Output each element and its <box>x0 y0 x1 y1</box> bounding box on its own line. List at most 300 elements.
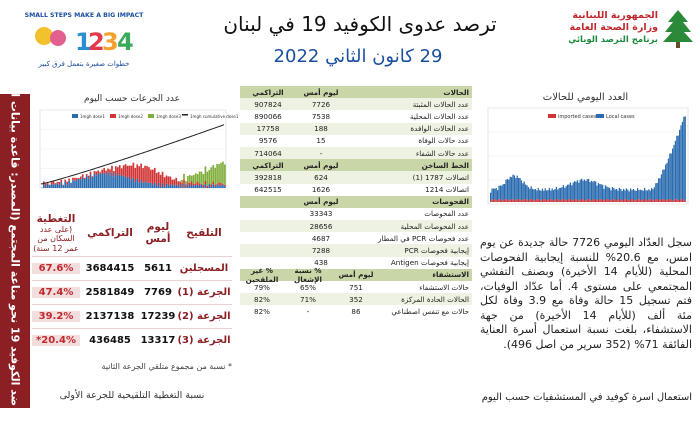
case-bar <box>678 200 679 202</box>
table-row <box>32 256 232 280</box>
case-bar <box>630 188 631 199</box>
dose-bar <box>193 184 195 186</box>
dose-bar <box>197 182 199 185</box>
case-bar <box>581 199 582 202</box>
case-bar <box>664 199 665 202</box>
dose-bar <box>59 182 61 185</box>
dose-bar <box>189 183 191 187</box>
row-cumulative: 17758 <box>240 124 296 133</box>
case-bar <box>519 199 520 202</box>
case-bar <box>522 200 523 202</box>
case-bar <box>629 201 630 202</box>
dose-bar <box>205 166 207 181</box>
hosp-header-yesterday: ليوم أمس <box>332 270 380 279</box>
dose-bar <box>181 187 183 188</box>
dose-bar <box>66 185 68 188</box>
case-bar <box>515 201 516 202</box>
case-bar <box>640 200 641 202</box>
side-banner <box>0 94 30 408</box>
dose-bar <box>218 182 220 185</box>
case-bar <box>494 189 495 200</box>
case-bar <box>679 130 680 201</box>
case-bar <box>496 188 497 200</box>
case-bar <box>613 199 614 202</box>
case-bar <box>655 183 656 199</box>
dose-bar <box>101 170 103 174</box>
case-bar <box>602 185 603 200</box>
case-bar <box>585 200 586 202</box>
case-bar <box>612 199 613 202</box>
case-bar <box>609 188 610 201</box>
case-bar <box>615 200 616 202</box>
dose-bar <box>201 184 203 188</box>
ministry-line3: برنامج الترصد الوبائي <box>568 35 658 45</box>
case-bar <box>612 187 613 199</box>
case-bar <box>683 117 684 200</box>
case-bar <box>543 191 544 199</box>
row-label: حالات الاستشفاء <box>380 283 472 292</box>
case-bar <box>498 199 499 202</box>
daily-cases-plot <box>478 106 693 224</box>
ministry-line1: الجمهورية اللبنانية <box>572 10 658 21</box>
dose-bar <box>152 170 154 185</box>
dose-bar <box>181 180 183 183</box>
dose-bar <box>131 166 133 180</box>
vax-row-label: الجرعة (2) <box>176 311 232 322</box>
dose-bar <box>105 174 107 188</box>
dose-bar <box>185 187 187 188</box>
dose-bar <box>109 175 111 188</box>
row-label: إيجابية فحوصات PCR <box>346 246 472 255</box>
case-bar <box>685 116 686 201</box>
case-bar <box>510 200 511 202</box>
row-cumulative: 642515 <box>240 185 296 194</box>
case-bar <box>627 190 628 200</box>
case-bar <box>657 199 658 202</box>
case-bar <box>564 200 565 202</box>
case-bar <box>503 184 504 201</box>
case-bar <box>683 200 684 202</box>
case-bar <box>602 200 603 202</box>
case-bar <box>647 201 648 202</box>
case-bar <box>580 180 581 200</box>
case-bar <box>573 183 574 201</box>
dose-bar <box>96 171 98 175</box>
vax-coverage-title: التغطية <box>32 213 80 225</box>
dose-bar <box>216 164 218 184</box>
dose-bar <box>187 182 189 184</box>
case-bar <box>512 199 513 202</box>
case-bar <box>490 201 491 202</box>
case-bar <box>588 199 589 202</box>
case-bar <box>511 199 512 202</box>
dose-bar <box>150 170 152 183</box>
vaccination-coverage-caption: نسبة التغطية التلقيحية للجرعة الأولى <box>32 390 232 401</box>
row-label: عدد الفحوصات <box>346 209 472 218</box>
case-bar <box>666 163 667 201</box>
row-unvaccinated: 79% <box>240 283 284 292</box>
dose-bar <box>154 183 156 188</box>
daily-cases-title: العدد اليومي للحالات <box>478 92 693 103</box>
vaccination-footnote: * نسبة من مجموع متلقي الجرعة الثانية <box>32 362 232 371</box>
case-bar <box>545 188 546 199</box>
row-yesterday: - <box>296 149 346 158</box>
dose-bar <box>86 174 88 176</box>
dose-bar <box>88 176 90 179</box>
case-bar <box>608 199 609 202</box>
dose-bar <box>160 175 162 187</box>
dose-bar <box>144 166 146 182</box>
case-bar <box>634 201 635 202</box>
table-row <box>240 123 472 135</box>
row-label: حالات مع تنفس اصطناعي <box>380 307 472 316</box>
case-bar <box>675 141 676 199</box>
daily-cases-chart <box>478 92 693 224</box>
row-cumulative: 392818 <box>240 173 296 182</box>
case-bar <box>659 178 660 201</box>
dose-bar <box>171 185 173 188</box>
dose-bar <box>187 176 189 182</box>
cases-header <box>240 86 472 98</box>
case-bar <box>605 185 606 199</box>
case-bar <box>577 180 578 200</box>
case-bar <box>580 200 581 202</box>
vax-row-label: المسجلين <box>176 263 232 274</box>
row-yesterday: 7538 <box>296 112 346 121</box>
case-bar <box>668 199 669 202</box>
dose-bar <box>136 164 138 178</box>
dose-bar <box>148 167 150 183</box>
dose-bar <box>146 183 148 188</box>
case-bar <box>654 187 655 200</box>
hotline-header-yesterday: ليوم أمس <box>296 161 346 170</box>
dose-bar <box>127 178 129 188</box>
case-bar <box>494 199 495 202</box>
vax-row-yesterday: 7769 <box>140 287 176 298</box>
dose-bar <box>88 179 90 188</box>
case-bar <box>549 199 550 202</box>
case-bar <box>522 183 523 200</box>
dose-bar <box>220 185 222 188</box>
dose-bar <box>84 179 86 188</box>
case-bar <box>636 200 637 202</box>
table-row <box>240 184 472 196</box>
dose-bar <box>64 181 66 188</box>
case-bar <box>652 189 653 200</box>
table-row <box>32 304 232 328</box>
dose-bar <box>208 184 210 188</box>
row-yesterday: 7288 <box>296 246 346 255</box>
dose-bar <box>214 168 216 185</box>
case-bar <box>539 190 540 200</box>
case-bar <box>598 200 599 202</box>
dose-bar <box>224 186 226 188</box>
case-bar <box>560 188 561 200</box>
case-bar <box>526 200 527 202</box>
dose-bar <box>212 165 214 181</box>
case-bar <box>563 185 564 199</box>
table-row <box>240 281 472 293</box>
case-bar <box>596 201 597 202</box>
case-bar <box>629 191 630 200</box>
vax-row-coverage: 39.2% <box>32 311 80 322</box>
case-bar <box>581 179 582 199</box>
dose-bar <box>162 172 164 184</box>
case-bar <box>497 190 498 200</box>
dose-bar <box>146 166 148 183</box>
dose-bar <box>158 183 160 188</box>
table-row <box>240 208 472 220</box>
case-bar <box>564 188 565 200</box>
vax-row-label: الجرعة (1) <box>176 287 232 298</box>
row-unvaccinated: 82% <box>240 307 284 316</box>
table-row <box>240 293 472 305</box>
row-cumulative: 890066 <box>240 112 296 121</box>
case-bar <box>525 185 526 200</box>
case-bar <box>526 185 527 200</box>
dose-bar <box>64 180 66 182</box>
table-row <box>32 328 232 352</box>
daily-doses-title: عدد الجرعات حسب اليوم <box>32 94 232 104</box>
dose-bar <box>107 169 109 173</box>
case-bar <box>497 200 498 202</box>
dose-bar <box>105 171 107 175</box>
dose-bar <box>197 174 199 182</box>
case-bar <box>588 179 589 199</box>
dose-bar <box>107 172 109 188</box>
dose-bar <box>210 167 212 184</box>
dose-bar <box>62 185 64 188</box>
cases-header-yesterday: ليوم أمس <box>296 88 346 97</box>
case-bar <box>609 201 610 202</box>
dose-bar <box>222 184 224 185</box>
case-bar <box>587 199 588 202</box>
case-bar <box>546 191 547 201</box>
case-bar <box>546 200 547 202</box>
case-bar <box>596 186 597 201</box>
dose-bar <box>185 181 187 184</box>
case-bar <box>603 189 604 201</box>
dose-bar <box>53 184 55 188</box>
vax-row-yesterday: 17239 <box>140 311 176 322</box>
dose-bar <box>74 178 76 181</box>
case-bar <box>650 191 651 200</box>
dose-bar <box>53 181 55 184</box>
case-bar <box>518 199 519 202</box>
case-bar <box>665 200 666 202</box>
svg-text:2: 2 <box>88 28 105 56</box>
case-bar <box>566 201 567 202</box>
dose-bar <box>193 186 195 188</box>
case-bar <box>676 199 677 202</box>
dose-bar <box>162 183 164 188</box>
case-bar <box>505 180 506 199</box>
case-bar <box>608 187 609 199</box>
case-bar <box>594 181 595 199</box>
legend-dose2: 1mgh dose2 <box>118 114 143 119</box>
dose-bar <box>222 162 224 184</box>
dose-bar <box>101 174 103 188</box>
row-unvaccinated: 82% <box>240 295 284 304</box>
dose-bar <box>140 164 142 181</box>
case-bar <box>540 201 541 202</box>
case-bar <box>529 189 530 200</box>
dose-bar <box>170 177 172 185</box>
dose-bar <box>177 181 179 186</box>
dose-bar <box>218 164 220 182</box>
vax-row-cumulative: 2137138 <box>80 311 140 322</box>
row-yesterday: 438 <box>296 258 346 267</box>
dose-bar <box>72 178 74 180</box>
dose-bar <box>49 185 51 186</box>
dose-bar <box>97 170 99 173</box>
dose-bar <box>210 187 212 188</box>
dose-bar <box>218 185 220 188</box>
case-bar <box>491 200 492 202</box>
case-bar <box>532 189 533 200</box>
cases-header-label: الحالات <box>346 88 472 97</box>
dose-bar <box>148 183 150 188</box>
svg-text:4: 4 <box>117 28 134 56</box>
case-bar <box>528 201 529 202</box>
case-bar <box>533 200 534 202</box>
daily-doses-legend <box>72 114 239 119</box>
case-bar <box>605 200 606 203</box>
case-bar <box>536 190 537 199</box>
case-bar <box>627 200 628 202</box>
dose-bar <box>127 166 129 178</box>
row-yesterday: 86 <box>332 307 380 316</box>
case-bar <box>571 185 572 200</box>
row-label: عدد فحوصات PCR في المطار <box>346 234 472 243</box>
case-bar <box>647 191 648 201</box>
dose-bar <box>189 186 191 188</box>
dose-bar <box>134 168 136 182</box>
row-label: عدد الفحوصات المحلية <box>346 222 472 231</box>
case-bar <box>658 178 659 199</box>
case-bar <box>651 188 652 199</box>
dose-bar <box>142 183 144 188</box>
dose-bar <box>199 171 201 183</box>
case-bar <box>622 191 623 201</box>
case-bar <box>563 199 564 202</box>
case-bar <box>568 199 569 202</box>
dose-bar <box>160 187 162 188</box>
case-bar <box>570 199 571 202</box>
case-bar <box>591 181 592 201</box>
case-bar <box>682 122 683 199</box>
dose-bar <box>183 174 185 179</box>
case-bar <box>644 188 645 199</box>
table-row <box>240 147 472 159</box>
dose-bar <box>129 177 131 188</box>
case-bar <box>626 188 627 199</box>
tests-header-yesterday: ليوم أمس <box>296 197 346 206</box>
vax-row-label: الجرعة (3) <box>176 335 232 346</box>
dose-bar <box>183 184 185 188</box>
row-label: عدد حالات الشفاء <box>346 149 472 158</box>
dose-bar <box>181 183 183 187</box>
dose-bar <box>62 185 64 186</box>
ministry-line2: وزارة الصحة العامة <box>569 22 658 33</box>
table-row <box>240 305 472 317</box>
dose-bar <box>191 181 193 184</box>
case-bar <box>505 199 506 202</box>
case-bar <box>553 201 554 202</box>
vax-col-coverage <box>32 213 80 253</box>
case-bar <box>678 136 679 201</box>
dose-bar <box>103 168 105 173</box>
dose-bar <box>90 175 92 188</box>
case-bar <box>501 200 502 202</box>
case-bar <box>574 199 575 202</box>
case-bar <box>645 190 646 199</box>
dose-bar <box>136 179 138 188</box>
tests-header-label: الفحوصات <box>346 197 472 206</box>
dose-bar <box>138 183 140 188</box>
dose-bar <box>133 163 135 178</box>
dose-bar <box>207 172 209 186</box>
case-bar <box>567 185 568 200</box>
case-bar <box>540 191 541 201</box>
daily-cases-legend <box>548 114 635 120</box>
dose-bar <box>152 184 154 188</box>
dose-bar <box>60 180 62 183</box>
dose-bar <box>154 168 156 183</box>
case-bar <box>547 190 548 200</box>
vax-row-cumulative: 3684415 <box>80 263 140 274</box>
dose-bar <box>97 173 99 188</box>
dose-bar <box>138 166 140 182</box>
case-bar <box>662 170 663 199</box>
case-bar <box>616 201 617 202</box>
dose-bar <box>164 186 166 188</box>
case-bar <box>668 159 669 200</box>
hotline-header-cumulative: التراكمي <box>240 161 296 170</box>
case-bar <box>554 189 555 200</box>
dose-bar <box>111 166 113 173</box>
case-bar <box>573 200 574 202</box>
dose-bar <box>117 176 119 188</box>
case-bar <box>514 175 515 199</box>
dose-bar <box>72 180 74 188</box>
dose-bar <box>57 183 59 188</box>
dose-bar <box>68 181 70 188</box>
dose-bar <box>185 184 187 187</box>
vax-row-yesterday: 5611 <box>140 263 176 274</box>
dose-bar <box>74 181 76 188</box>
case-bar <box>570 183 571 200</box>
vax-col-yesterday: ليوم أمس <box>140 221 176 245</box>
case-bar <box>518 178 519 199</box>
case-bar <box>553 190 554 201</box>
hotline-header <box>240 159 472 171</box>
case-bar <box>595 181 596 199</box>
dose-bar <box>121 176 123 188</box>
row-cumulative: 714064 <box>240 149 296 158</box>
case-bar <box>673 200 674 202</box>
case-bar <box>542 200 543 202</box>
legend-local: Local cases <box>606 114 635 120</box>
dose-bar <box>193 175 195 184</box>
row-occupancy: - <box>284 307 332 316</box>
case-bar <box>641 201 642 202</box>
dose-bar <box>134 182 136 188</box>
dose-bar <box>201 172 203 184</box>
hospital-header <box>240 269 472 281</box>
dose-bar <box>123 176 125 188</box>
case-bar <box>575 182 576 199</box>
